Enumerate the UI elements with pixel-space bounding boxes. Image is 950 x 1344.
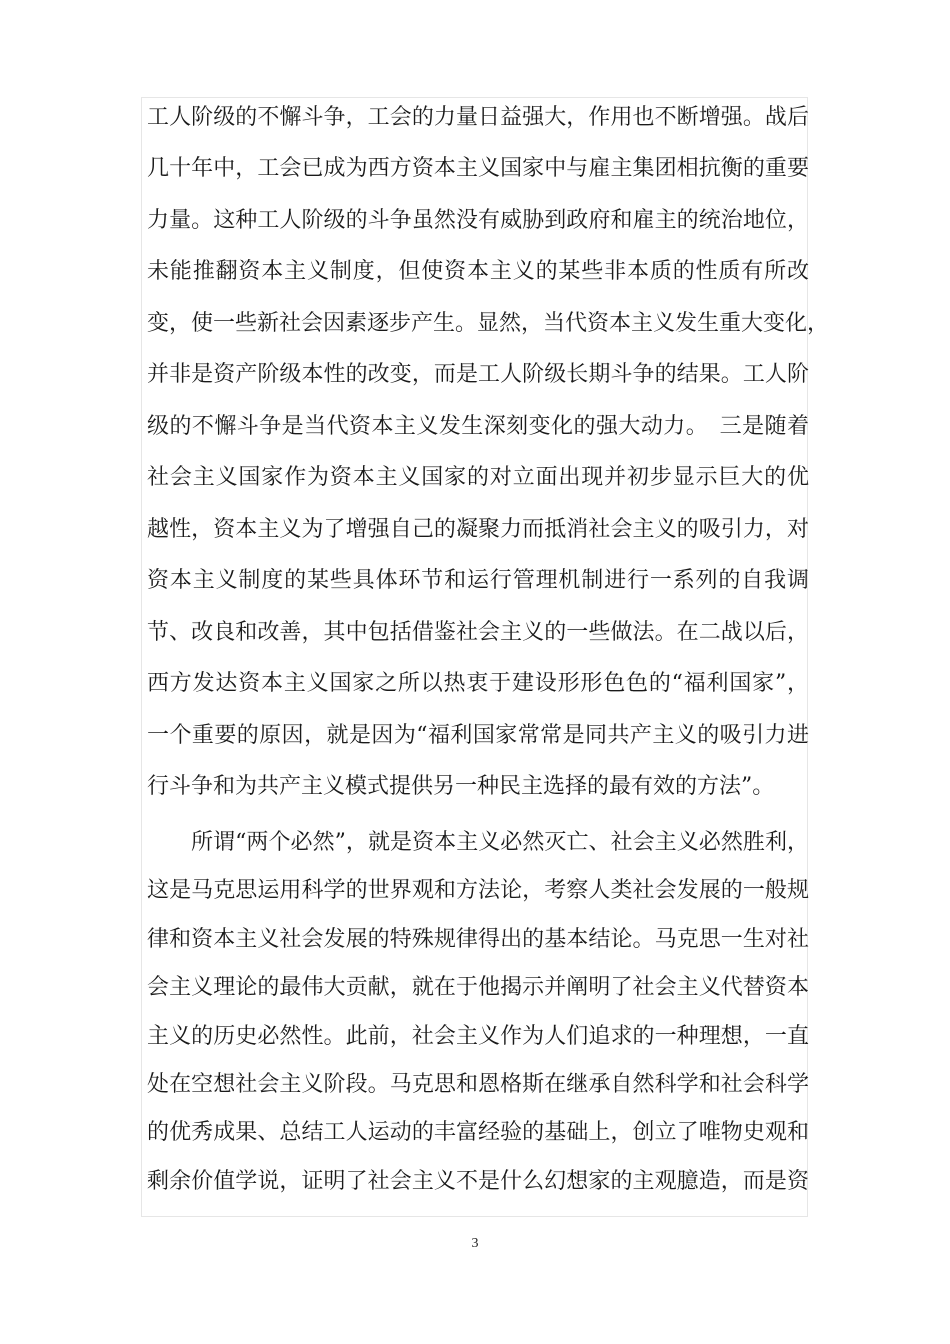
text-line: 资本主义制度的某些具体环节和运行管理机制进行一系列的自我调 [147,568,809,593]
page-number: 3 [471,1236,479,1251]
text-line: 力量。这种工人阶级的斗争虽然没有威胁到政府和雇主的统治地位， [147,208,809,233]
text-line: 节、改良和改善，其中包括借鉴社会主义的一些做法。在二战以后， [147,620,809,645]
text-line: 剩余价值学说，证明了社会主义不是什么幻想家的主观臆造，而是资 [147,1169,809,1194]
text-line: 处在空想社会主义阶段。马克思和恩格斯在继承自然科学和社会科学 [147,1072,809,1097]
text-line: 会主义理论的最伟大贡献，就在于他揭示并阐明了社会主义代替资本 [147,975,809,1000]
text-line: 级的不懈斗争是当代资本主义发生深刻变化的强大动力。 三是随着 [147,414,809,439]
text-line: 律和资本主义社会发展的特殊规律得出的基本结论。马克思一生对社 [147,927,809,952]
text-line: 行斗争和为共产主义模式提供另一种民主选择的最有效的方法”。 [147,774,775,799]
text-line: 这是马克思运用科学的世界观和方法论，考察人类社会发展的一般规 [147,878,809,903]
text-line: 社会主义国家作为资本主义国家的对立面出现并初步显示巨大的优 [147,465,809,490]
text-line: 变，使一些新社会因素逐步产生。显然，当代资本主义发生重大变化， [147,311,830,336]
text-line: 一个重要的原因，就是因为“福利国家常常是同共产主义的吸引力进 [147,723,809,748]
text-line: 越性，资本主义为了增强自己的凝聚力而抵消社会主义的吸引力，对 [147,517,809,542]
text-line: 工人阶级的不懈斗争，工会的力量日益强大，作用也不断增强。战后 [147,105,809,130]
text-line: 西方发达资本主义国家之所以热衷于建设形形色色的“福利国家”， [147,671,809,696]
text-line: 的优秀成果、总结工人运动的丰富经验的基础上，创立了唯物史观和 [147,1120,809,1145]
text-line: 并非是资产阶级本性的改变，而是工人阶级长期斗争的结果。工人阶 [147,362,809,387]
text-line: 所谓“两个必然”，就是资本主义必然灭亡、社会主义必然胜利， [191,830,809,855]
text-line: 主义的历史必然性。此前，社会主义作为人们追求的一种理想，一直 [147,1024,809,1049]
text-line: 几十年中，工会已成为西方资本主义国家中与雇主集团相抗衡的重要 [147,156,809,181]
text-line: 未能推翻资本主义制度，但使资本主义的某些非本质的性质有所改 [147,259,809,284]
